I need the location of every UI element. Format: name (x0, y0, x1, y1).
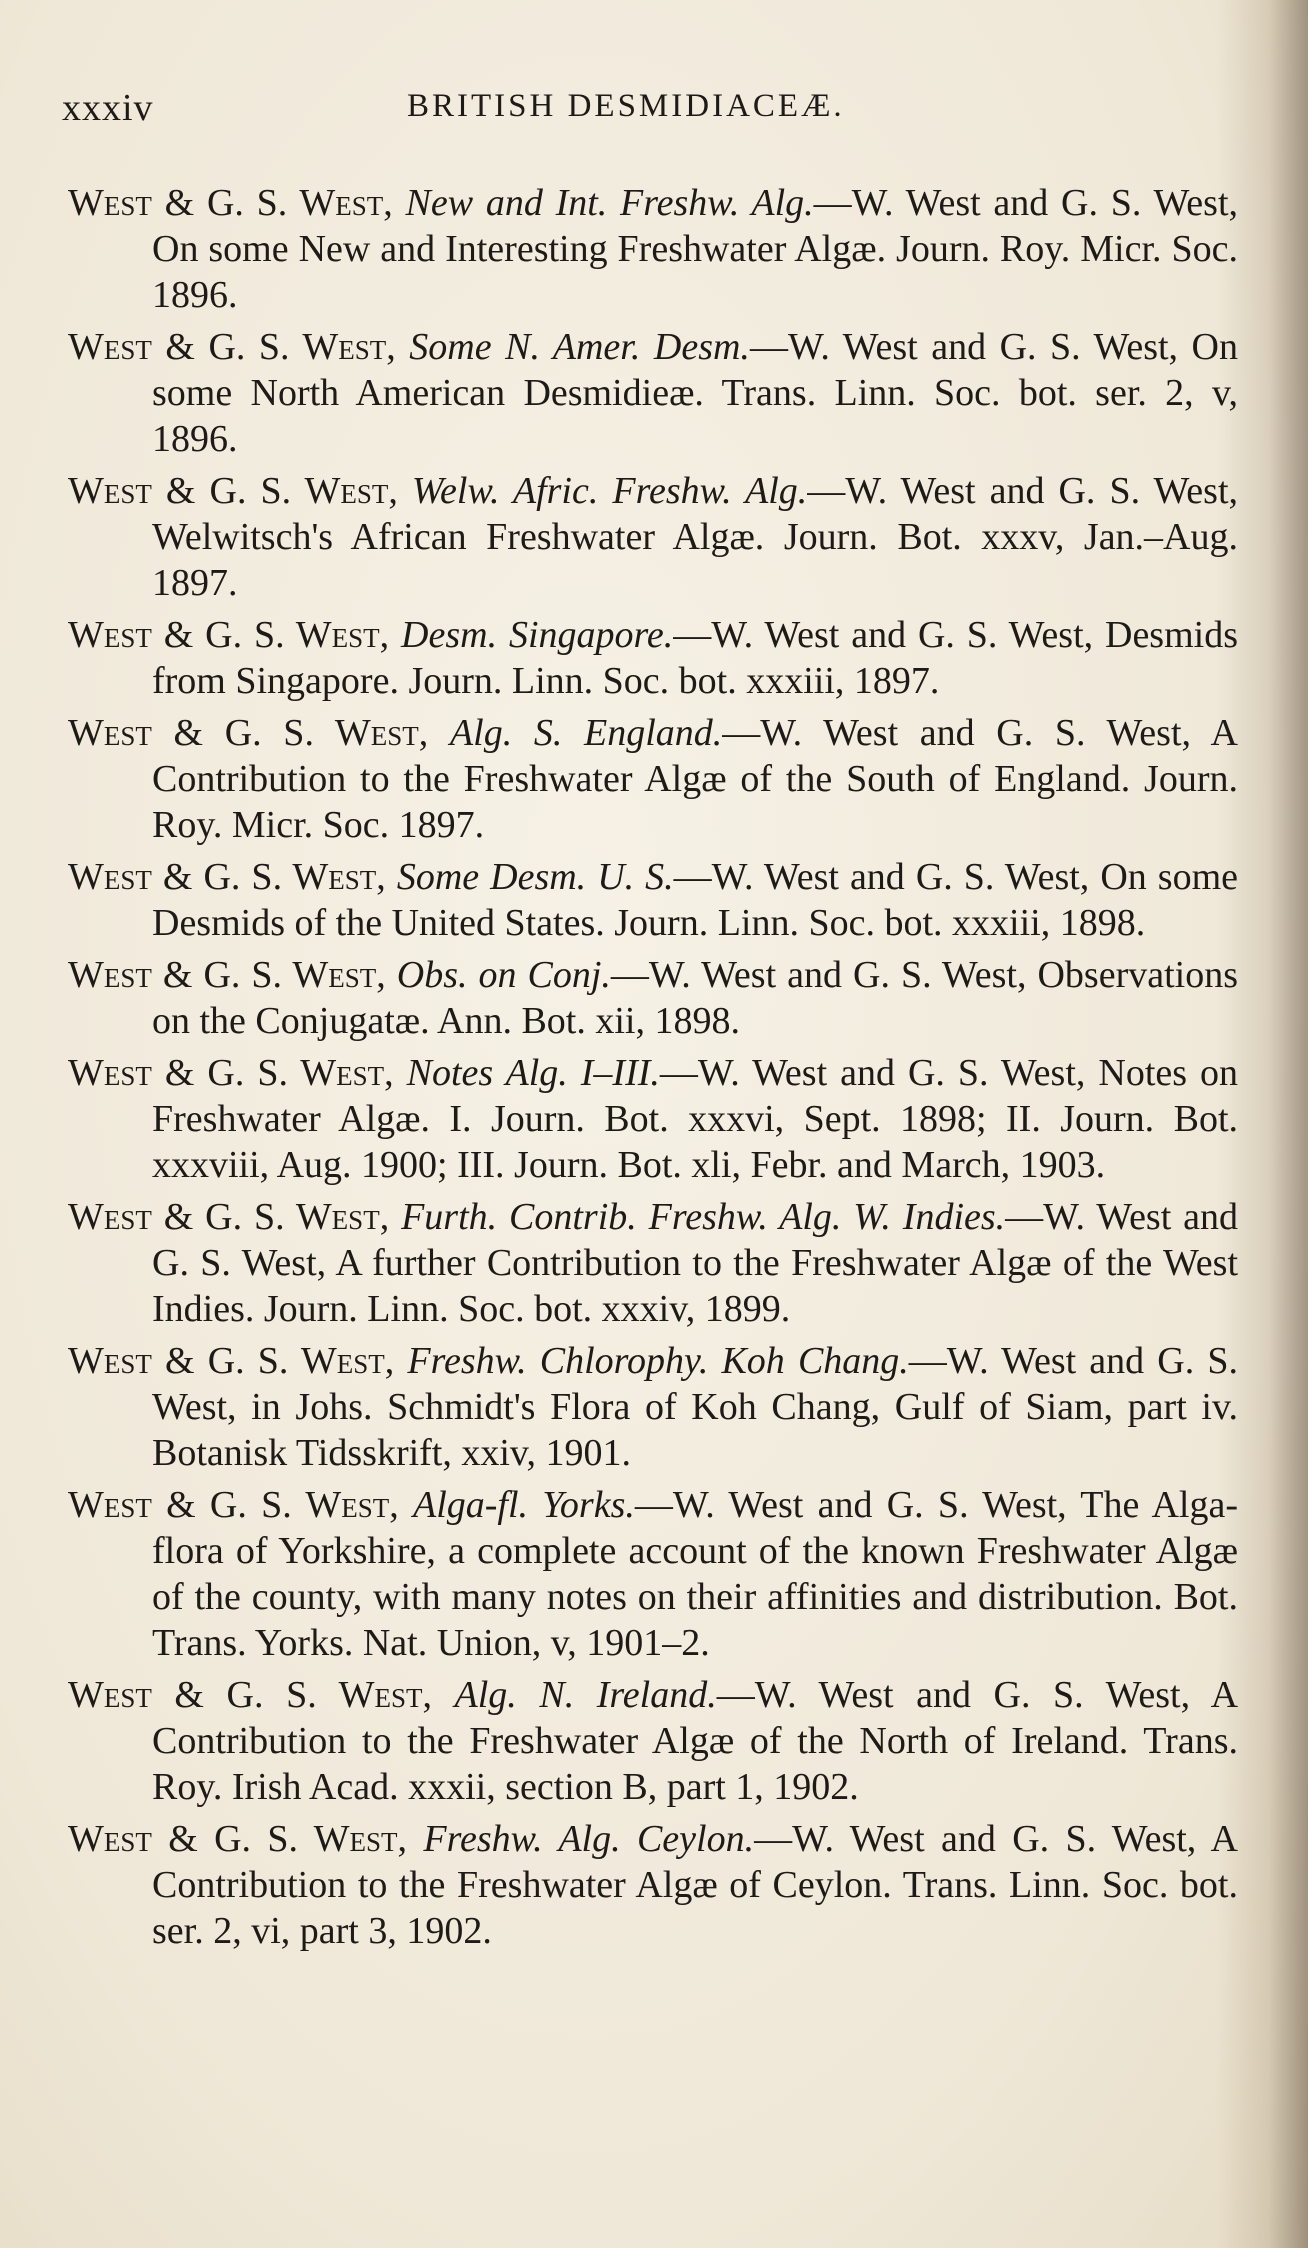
entry-text: —W. West and G. S. West, Desmids from Singapore. Journ. Linn. Soc. bot. xxxiii, 1897. (152, 614, 1239, 702)
entry-text: —W. West and G. S. West, A Contribution to the Freshwater Algæ of the North of Ireland. Trans. Roy. Irish Acad. xxxii, section B, part 1, 1902. (152, 1674, 1239, 1808)
entry-text: —W. West and G. S. West, A Contribution to the Freshwater Algæ of Ceylon. Trans. Linn. Soc. bot. ser. 2, vi, part 3, 1902. (152, 1818, 1238, 1952)
entry-author: West & G. S. West, (68, 614, 390, 656)
entry-author: West & G. S. West, (68, 1340, 395, 1382)
bibliography-entry (68, 180, 1238, 318)
entry-abbreviation: Alg. N. Ireland. (454, 1674, 717, 1716)
entry-text: —W. West and G. S. West, The Alga-flora of Yorkshire, a complete account of the known Freshwater Algæ of the county, with many notes on their affinities and distribution. Bot. Trans. Yorks. Nat. Union, v, 1901–2. (152, 1484, 1239, 1664)
bibliography-entry (68, 324, 1238, 462)
entry-abbreviation: Alg. S. England. (449, 712, 723, 754)
entry-abbreviation: Desm. Singapore. (401, 614, 674, 656)
entry-text: —W. West and G. S. West, A Contribution to the Freshwater Algæ of the South of England. Journ. Roy. Micr. Soc. 1897. (152, 712, 1239, 846)
bibliography-entry (68, 1050, 1238, 1188)
page-header (62, 86, 1242, 134)
entry-author: West & G. S. West, (68, 954, 386, 996)
entry-author: West & G. S. West, (68, 712, 429, 754)
entry-abbreviation: Obs. on Conj. (396, 954, 611, 996)
entry-author: West & G. S. West, (68, 1484, 399, 1526)
entry-abbreviation: Freshw. Chlorophy. Koh Chang. (407, 1340, 909, 1382)
entry-text: —W. West and G. S. West, A further Contribution to the Freshwater Algæ of the West Indies. Journ. Linn. Soc. bot. xxxiv, 1899. (152, 1196, 1239, 1330)
bibliography-entry (68, 1194, 1238, 1332)
bibliography-entry (68, 1482, 1238, 1666)
entry-text: —W. West and G. S. West, Notes on Freshwater Algæ. I. Journ. Bot. xxxvi, Sept. 1898; II. Journ. Bot. xxxviii, Aug. 1900; III. Journ. Bot. xli, Febr. and March, 1903. (152, 1052, 1239, 1186)
bibliography-entry (68, 468, 1238, 606)
entry-abbreviation: Welw. Afric. Freshw. Alg. (411, 470, 808, 512)
page-number: xxxiv (62, 87, 154, 129)
running-title: BRITISH DESMIDIACEÆ. (407, 88, 845, 124)
entry-abbreviation: New and Int. Freshw. Alg. (405, 182, 814, 224)
entry-text: —W. West and G. S. West, Observations on the Conjugatæ. Ann. Bot. xii, 1898. (152, 954, 1239, 1042)
entry-author: West & G. S. West, (68, 326, 396, 368)
entry-abbreviation: Furth. Contrib. Freshw. Alg. W. Indies. (401, 1196, 1006, 1238)
bibliography-entry (68, 854, 1238, 946)
entry-abbreviation: Some N. Amer. Desm. (409, 326, 750, 368)
entry-abbreviation: Freshw. Alg. Ceylon. (423, 1818, 755, 1860)
entry-author: West & G. S. West, (68, 1052, 394, 1094)
entry-author: West & G. S. West, (68, 856, 386, 898)
entry-text: —W. West and G. S. West, On some North American Desmidieæ. Trans. Linn. Soc. bot. ser. 2, v, 1896. (152, 326, 1238, 460)
entry-author: West & G. S. West, (68, 1674, 432, 1716)
entry-author: West & G. S. West, (68, 182, 393, 224)
entry-author: West & G. S. West, (68, 1818, 408, 1860)
bibliography-entry (68, 710, 1238, 848)
entry-abbreviation: Some Desm. U. S. (396, 856, 674, 898)
entry-author: West & G. S. West, (68, 470, 398, 512)
entry-text: —W. West and G. S. West, On some Desmids of the United States. Journ. Linn. Soc. bot. xxxiii, 1898. (152, 856, 1239, 944)
entry-abbreviation: Alga-fl. Yorks. (412, 1484, 635, 1526)
entry-text: —W. West and G. S. West, in Johs. Schmidt's Flora of Koh Chang, Gulf of Siam, part iv. Botanisk Tidsskrift, xxiv, 1901. (152, 1340, 1239, 1474)
entry-text: —W. West and G. S. West, On some New and Interesting Freshwater Algæ. Journ. Roy. Micr. Soc. 1896. (152, 182, 1238, 316)
bibliography-entry (68, 1672, 1238, 1810)
bibliography-entry (68, 952, 1238, 1044)
bibliography-entry (68, 1816, 1238, 1954)
entry-text: —W. West and G. S. West, Welwitsch's African Freshwater Algæ. Journ. Bot. xxxv, Jan.–Aug. 1897. (152, 470, 1238, 604)
bibliography-entry (68, 1338, 1238, 1476)
bibliography-entry (68, 612, 1238, 704)
entry-abbreviation: Notes Alg. I–III. (406, 1052, 660, 1094)
bibliography-list (68, 180, 1238, 1954)
entry-author: West & G. S. West, (68, 1196, 390, 1238)
